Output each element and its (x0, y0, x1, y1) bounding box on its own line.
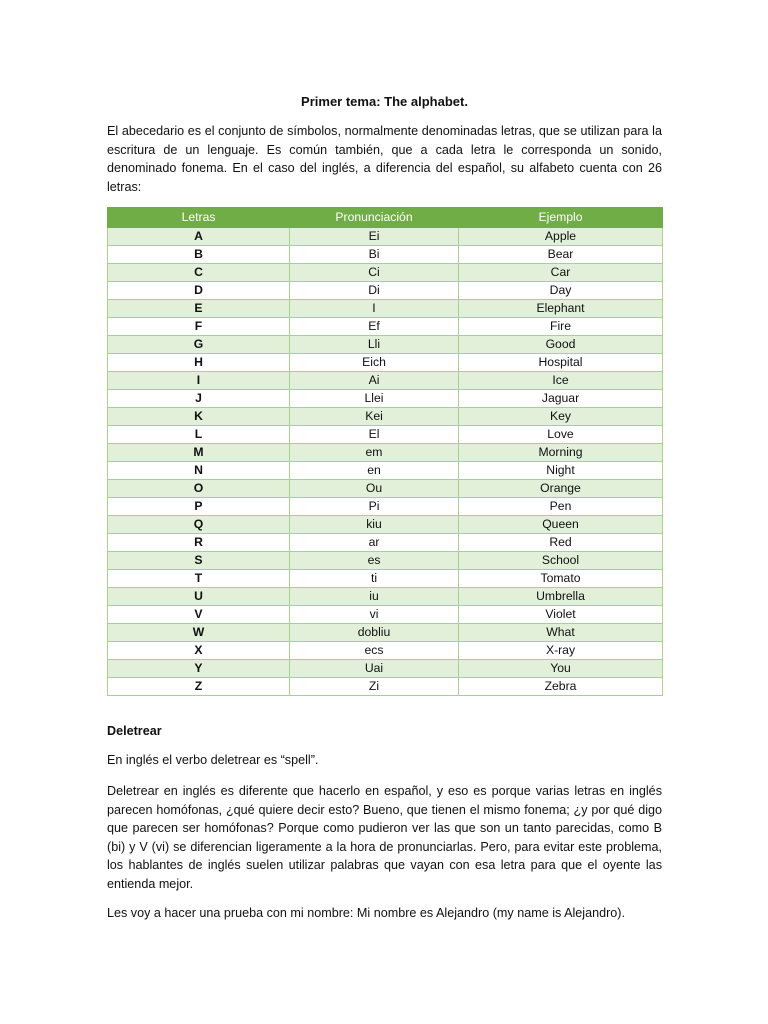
cell-letter: P (108, 497, 290, 515)
alphabet-table-body (108, 227, 663, 695)
intro-paragraph: El abecedario es el conjunto de símbolos, normalmente denominadas letras, que se utilizan para la escritura de un lenguaje. Es común también, que a cada letra le corresponda un sonido, denominado fonema. En el caso del inglés, a diferencia del español, su alfabeto cuenta con 26 letras: (107, 124, 662, 194)
cell-example: Good (459, 335, 663, 353)
cell-example: Hospital (459, 353, 663, 371)
table-row (108, 371, 663, 389)
table-row (108, 317, 663, 335)
cell-letter: Z (108, 677, 290, 695)
table-row (108, 461, 663, 479)
cell-example: Bear (459, 245, 663, 263)
cell-letter: Y (108, 659, 290, 677)
table-row (108, 497, 663, 515)
cell-letter: H (108, 353, 290, 371)
table-row (108, 533, 663, 551)
cell-example: Key (459, 407, 663, 425)
cell-pronunciation: kiu (290, 515, 459, 533)
header-letras: Letras (108, 208, 290, 228)
cell-example: Night (459, 461, 663, 479)
cell-pronunciation: Ou (290, 479, 459, 497)
cell-letter: N (108, 461, 290, 479)
table-row (108, 587, 663, 605)
cell-pronunciation: iu (290, 587, 459, 605)
table-row (108, 551, 663, 569)
cell-pronunciation: en (290, 461, 459, 479)
cell-pronunciation: em (290, 443, 459, 461)
table-row (108, 263, 663, 281)
cell-example: Orange (459, 479, 663, 497)
table-row (108, 335, 663, 353)
cell-example: Love (459, 425, 663, 443)
table-row (108, 407, 663, 425)
cell-pronunciation: Ef (290, 317, 459, 335)
table-header-row (108, 208, 663, 228)
table-row (108, 641, 663, 659)
table-row (108, 479, 663, 497)
cell-example: Fire (459, 317, 663, 335)
table-row (108, 515, 663, 533)
cell-pronunciation: Ei (290, 227, 459, 245)
cell-pronunciation: Eich (290, 353, 459, 371)
table-row (108, 659, 663, 677)
cell-pronunciation: dobliu (290, 623, 459, 641)
table-row (108, 623, 663, 641)
cell-letter: T (108, 569, 290, 587)
cell-pronunciation: Kei (290, 407, 459, 425)
cell-example: X-ray (459, 641, 663, 659)
cell-example: Day (459, 281, 663, 299)
cell-example: Car (459, 263, 663, 281)
cell-example: Umbrella (459, 587, 663, 605)
paragraph-homophones: Deletrear en inglés es diferente que hacerlo en español, y eso es porque varias letras en inglés parecen homófonas, ¿qué quiere decir esto? Bueno, que tienen el mismo fonema; ¿y por qué digo que parecen ser homófonas? Porque como pudieron ver las que son un tanto parecidas, como B (bi) y V (vi) se diferencian ligeramente a la hora de pronunciarlas. Pero, para evitar este problema, los hablantes de inglés suelen utilizar palabras que vayan con esa letra para que el oyente las entienda mejor. (107, 784, 662, 891)
table-row (108, 677, 663, 695)
cell-letter: L (108, 425, 290, 443)
cell-pronunciation: Lli (290, 335, 459, 353)
cell-example: Red (459, 533, 663, 551)
cell-pronunciation: ar (290, 533, 459, 551)
cell-example: Queen (459, 515, 663, 533)
cell-pronunciation: Pi (290, 497, 459, 515)
cell-letter: E (108, 299, 290, 317)
cell-pronunciation: Bi (290, 245, 459, 263)
cell-example: What (459, 623, 663, 641)
cell-letter: M (108, 443, 290, 461)
cell-pronunciation: El (290, 425, 459, 443)
cell-pronunciation: ecs (290, 641, 459, 659)
cell-example: You (459, 659, 663, 677)
alphabet-table (107, 207, 663, 696)
cell-letter: V (108, 605, 290, 623)
cell-example: Apple (459, 227, 663, 245)
cell-pronunciation: vi (290, 605, 459, 623)
table-row (108, 569, 663, 587)
cell-pronunciation: es (290, 551, 459, 569)
cell-letter: D (108, 281, 290, 299)
cell-example: Jaguar (459, 389, 663, 407)
cell-example: Elephant (459, 299, 663, 317)
cell-letter: G (108, 335, 290, 353)
table-row (108, 245, 663, 263)
table-row (108, 281, 663, 299)
cell-pronunciation: I (290, 299, 459, 317)
cell-letter: X (108, 641, 290, 659)
cell-pronunciation: Llei (290, 389, 459, 407)
table-row (108, 227, 663, 245)
cell-letter: F (108, 317, 290, 335)
cell-pronunciation: Ai (290, 371, 459, 389)
cell-letter: I (108, 371, 290, 389)
cell-example: Morning (459, 443, 663, 461)
header-ejemplo: Ejemplo (459, 208, 663, 228)
cell-example: Tomato (459, 569, 663, 587)
table-row (108, 389, 663, 407)
section-title-deletrear: Deletrear (107, 724, 162, 738)
document-title: Primer tema: The alphabet. (301, 94, 468, 109)
cell-letter: C (108, 263, 290, 281)
cell-pronunciation: Uai (290, 659, 459, 677)
cell-letter: R (108, 533, 290, 551)
cell-example: Violet (459, 605, 663, 623)
cell-letter: S (108, 551, 290, 569)
header-pronunciacion: Pronunciación (290, 208, 459, 228)
cell-example: Zebra (459, 677, 663, 695)
cell-pronunciation: Di (290, 281, 459, 299)
table-row (108, 353, 663, 371)
cell-example: Pen (459, 497, 663, 515)
table-row (108, 299, 663, 317)
paragraph-spell: En inglés el verbo deletrear es “spell”. (107, 753, 319, 767)
cell-pronunciation: Ci (290, 263, 459, 281)
cell-letter: U (108, 587, 290, 605)
cell-example: Ice (459, 371, 663, 389)
cell-letter: J (108, 389, 290, 407)
cell-letter: W (108, 623, 290, 641)
cell-pronunciation: Zi (290, 677, 459, 695)
cell-letter: O (108, 479, 290, 497)
table-row (108, 605, 663, 623)
cell-letter: Q (108, 515, 290, 533)
cell-letter: B (108, 245, 290, 263)
table-row (108, 443, 663, 461)
cell-letter: K (108, 407, 290, 425)
cell-pronunciation: ti (290, 569, 459, 587)
table-row (108, 425, 663, 443)
cell-example: School (459, 551, 663, 569)
cell-letter: A (108, 227, 290, 245)
paragraph-name-example: Les voy a hacer una prueba con mi nombre: Mi nombre es Alejandro (my name is Alejandro). (107, 906, 626, 920)
